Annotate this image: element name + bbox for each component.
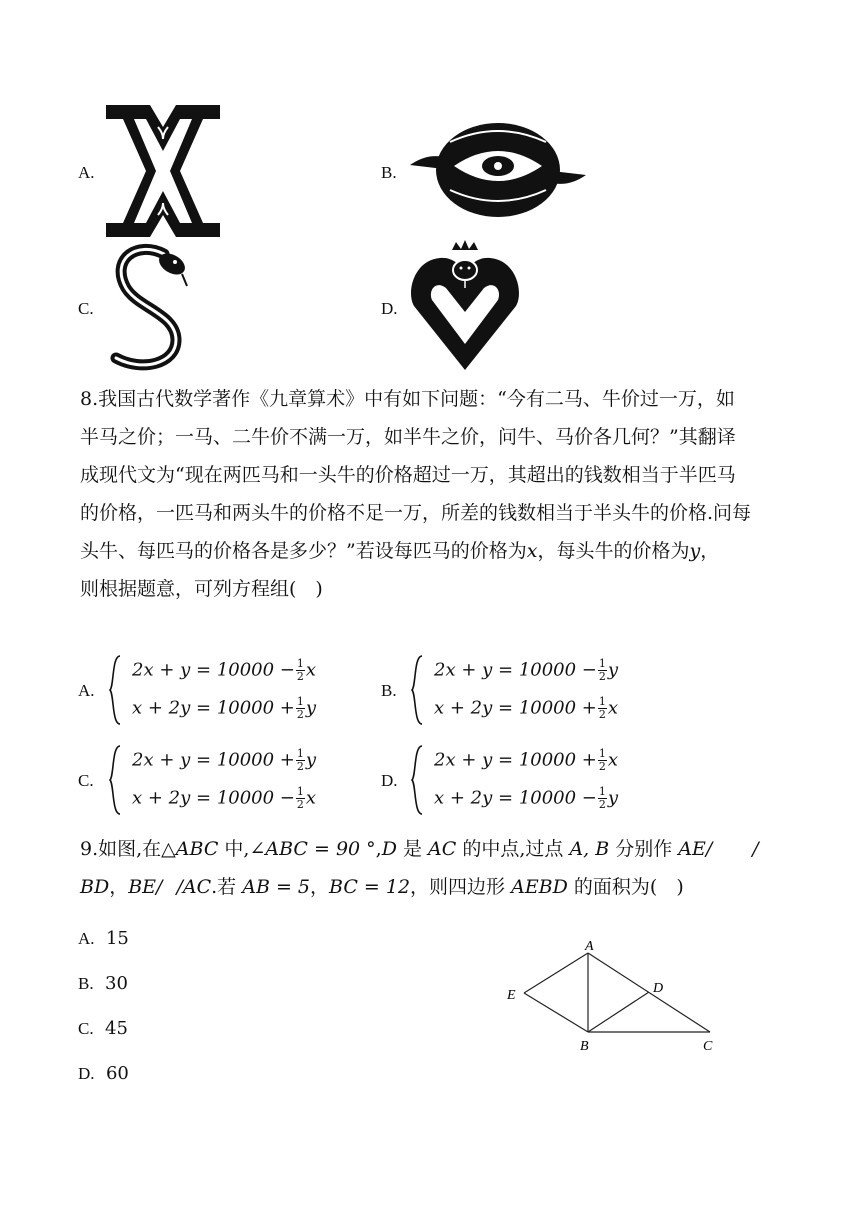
q8-option-a-system: 2x + y = 10000 − $\frac{1}{2}$ x x + 2y = 10000 + $\frac{1}{2}$ y: [108, 654, 368, 726]
q9-line-1: 9.如图,在△ABC 中,∠ABC = 90 °,D 是 AC 的中点,过点 A, B 分别作 AE/ /: [80, 838, 759, 860]
q8-question: [80, 380, 800, 608]
q8-option-b-system: 2x + y = 10000 − $\frac{1}{2}$ y x + 2y = 10000 + $\frac{1}{2}$ x: [410, 654, 670, 726]
q8-option-c-label: C.: [78, 771, 94, 790]
q8-line-5: 头牛、每匹马的价格各是多少？”若设每匹马的价格为x，每头牛的价格为y，: [80, 540, 720, 562]
q8-option-d-system: 2x + y = 10000 + $\frac{1}{2}$ x x + 2y = 10000 − $\frac{1}{2}$ y: [410, 744, 670, 816]
q9-option-b: B. 30: [78, 973, 128, 994]
q9-option-a: A. 15: [78, 928, 129, 949]
q8-line-1: 8.我国古代数学著作《九章算术》中有如下问题：“今有二马、牛价过一万，如: [80, 388, 735, 410]
segment-ae: [524, 953, 588, 993]
q7-option-c-label: C.: [78, 299, 94, 318]
point-c-label: C: [703, 1039, 713, 1054]
s-snake-icon: [106, 240, 188, 372]
q7-option-a-label: A.: [78, 163, 95, 182]
q7-option-d-label: D.: [381, 299, 398, 318]
heart-snake-crown-icon: [410, 240, 520, 372]
point-b-label: B: [580, 1039, 589, 1054]
q9-option-d: D. 60: [78, 1063, 129, 1084]
point-a-label: A: [585, 939, 594, 954]
q8-option-d-label: D.: [381, 771, 398, 790]
q9-option-c: C. 45: [78, 1018, 128, 1039]
q8-line-3: 成现代文为“现在两匹马和一头牛的价格超过一万，其超出的钱数相当于半匹马: [80, 464, 736, 486]
segment-eb: [524, 993, 588, 1032]
q8-option-b-label: B.: [381, 681, 397, 700]
q9-question: [80, 830, 800, 906]
segment-bd: [588, 992, 649, 1032]
x-snake-icon: [106, 105, 220, 237]
coiled-snakes-eye-icon: [410, 120, 586, 220]
point-d-label: D: [653, 981, 664, 996]
point-e-label: E: [507, 988, 516, 1003]
q8-line-4: 的价格，一匹马和两头牛的价格不足一万，所差的钱数相当于半头牛的价格.问每: [80, 502, 752, 524]
q9-geometry-figure: [500, 935, 730, 1060]
q9-line-2: BD，BE/ /AC.若 AB = 5，BC = 12，则四边形 AEBD 的面积为( ): [80, 876, 684, 898]
q8-option-c-system: 2x + y = 10000 + $\frac{1}{2}$ y x + 2y = 10000 − $\frac{1}{2}$ x: [108, 744, 368, 816]
q8-line-2: 半马之价；一马、二牛价不满一万，如半牛之价，问牛、马价各几何？”其翻译: [80, 426, 736, 448]
q8-line-6: 则根据题意，可列方程组( ): [80, 578, 323, 600]
q7-option-b-label: B.: [381, 163, 397, 182]
q8-option-a-label: A.: [78, 681, 95, 700]
